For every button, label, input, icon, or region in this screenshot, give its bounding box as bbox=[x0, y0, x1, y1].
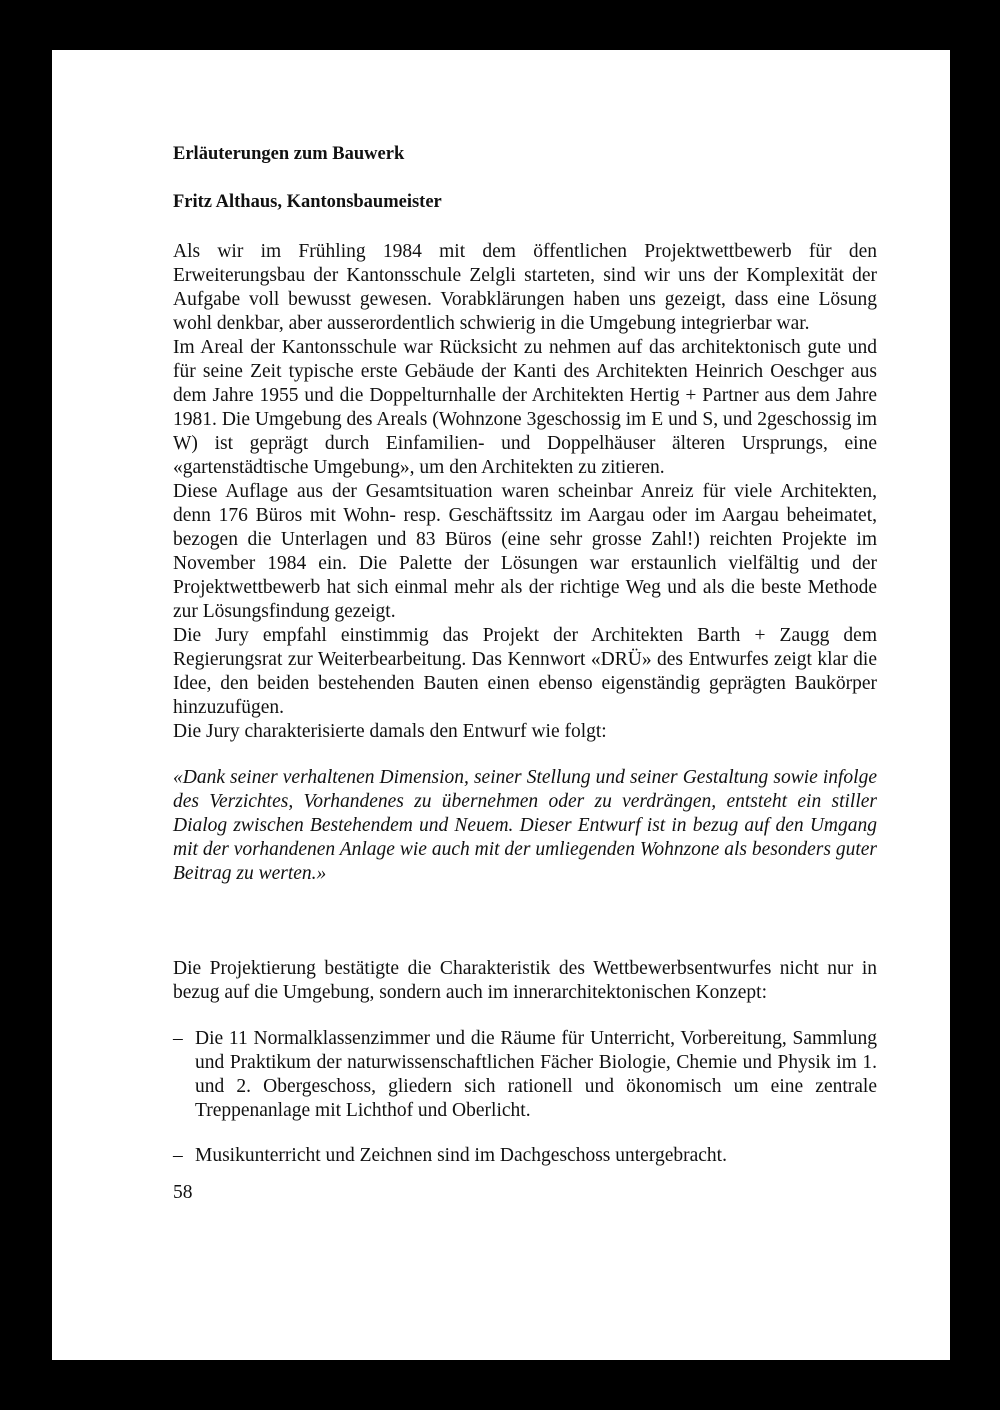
paragraph-jury-intro: Die Jury charakterisierte damals den Entwurf wie folgt: bbox=[173, 721, 607, 742]
list-dash: – bbox=[173, 1028, 183, 1049]
document-page bbox=[52, 50, 950, 1360]
page-title: Erläuterungen zum Bauwerk bbox=[173, 144, 405, 164]
list-item-text: Die 11 Normalklassenzimmer und die Räume für Unterricht, Vorbereitung, Sammlung und Praktikum der naturwissenschaftlichen Fächer Biologie, Chemie und Physik im 1. und 2. Obergeschoss, gliedern sich rationell und ökonomisch um eine zentrale Treppenanlage mit Lichthof und Oberlicht. bbox=[195, 1028, 877, 1121]
paragraph-context: Im Areal der Kantonsschule war Rücksicht zu nehmen auf das architektonisch gute und für seine Zeit typische erste Gebäude der Kanti des Architekten Heinrich Oeschger aus dem Jahre 1955 und die Doppelturnhalle der Architekten Hertig + Partner aus dem Jahre 1981. Die Umgebung des Areals (Wohnzone 3geschossig im E und S, und 2geschossig im W) ist geprägt durch Einfamilien- und Doppelhäuser älteren Ursprungs, eine «gartenstädtische Umgebung», um den Architekten zu zitieren. bbox=[173, 337, 877, 478]
page-content bbox=[173, 142, 877, 1205]
paragraph-intro: Als wir im Frühling 1984 mit dem öffentlichen Projektwettbewerb für den Erweiterungsbau der Kantonsschule Zelgli starteten, sind wir uns der Komplexität der Aufgabe voll bewusst gewesen. Vorabklärungen haben uns gezeigt, dass eine Lösung wohl denkbar, aber ausserordentlich schwierig in die Umgebung integrierbar war. bbox=[173, 241, 877, 334]
author-line: Fritz Althaus, Kantonsbaumeister bbox=[173, 192, 442, 212]
paragraph-jury-recommendation: Die Jury empfahl einstimmig das Projekt der Architekten Barth + Zaugg dem Regierungsrat zur Weiterbearbeitung. Das Kennwort «DRÜ» des Entwurfes zeigt klar die Idee, den beiden bestehenden Bauten einen ebenso eigenständig geprägten Baukörper hinzuzufügen. bbox=[173, 625, 877, 718]
paragraph-project-planning: Die Projektierung bestätigte die Charakteristik des Wettbewerbsentwurfes nicht nur in bezug auf die Umgebung, sondern auch im innerarchitektonischen Konzept: bbox=[173, 958, 877, 1003]
page-number: 58 bbox=[173, 1182, 193, 1203]
list-item bbox=[173, 1027, 877, 1123]
jury-quote: «Dank seiner verhaltenen Dimension, seiner Stellung und seiner Gestaltung sowie infolge des Verzichtes, Vorhandenes zu übernehmen oder zu verdrängen, entsteht ein stiller Dialog zwischen Bestehendem und Neuem. Dieser Entwurf ist in bezug auf den Umgang mit der vorhandenen Anlage wie auch mit der umliegenden Wohnzone als besonders guter Beitrag zu werten.» bbox=[173, 767, 877, 884]
list-item-text: Musikunterricht und Zeichnen sind im Dachgeschoss untergebracht. bbox=[195, 1145, 727, 1166]
list-dash: – bbox=[173, 1145, 183, 1166]
paragraph-competition: Diese Auflage aus der Gesamtsituation waren scheinbar Anreiz für viele Architekten, denn 176 Büros mit Wohn- resp. Geschäftssitz im Aargau oder im Aargau beheimatet, bezogen die Unterlagen und 83 Büros (eine sehr grosse Zahl!) reichten Projekte im November 1984 ein. Die Palette der Lösungen war erstaunlich vielfältig und der Projektwettbewerb hat sich einmal mehr als der richtige Weg und als die beste Methode zur Lösungsfindung gezeigt. bbox=[173, 481, 877, 622]
concept-list bbox=[173, 1027, 877, 1168]
list-item bbox=[173, 1144, 877, 1168]
